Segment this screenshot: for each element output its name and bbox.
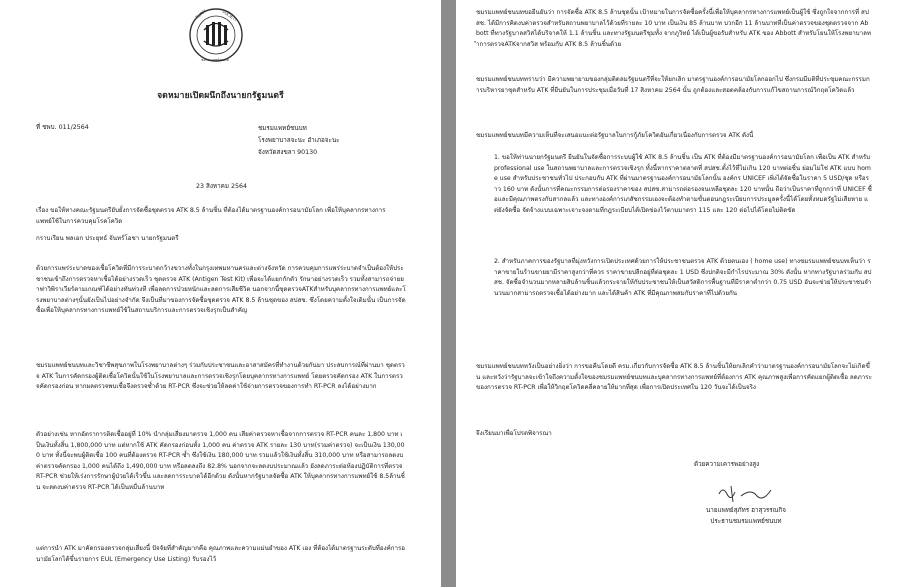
body-paragraph: ตัวอย่างเช่น หากอัตราการติดเชื้ออยู่ที่ 10% นำกลุ่มเสี่ยงมาตรวจ 1,000 คน เสียค่าตรวจหาเชื้อจากการตรวจ RT-PCR คนละ 1,800 บาท เป็นเงินทั้งสิ้น 1,800,000 บาท แต่หากใช้ ATK คัดกรองก่อนทั้ง 1,000 คน ค่าตรวจ ATK รายละ 130 บาท(รวมค่าตรวจ) จะเป็นเงิน 130,000 บาท ทั้งนี้จะพบผู้ติดเชื้อ 100 คนที่ต้องตรวจ RT-PCR ซ้ำ ซึ่งใช้เงิน 180,000 บาท รวมแล้วใช้เงินทั้งสิ้น 310,000 บาท หรือสามารถลดงบค่าตรวจคัดกรอง 1,000 คนได้ถึง 1,490,000 บาท หรือลดลงถึง 82.8% นอกจากจะลดงบประมาณแล้ว ยังลดภาระต่อห้องปฏิบัติการที่ตรวจ RT-PCR ช่วยให้เร่งการรักษาผู้ป่วยได้เร็วขึ้น และลดการระบาดได้อีกด้วย ดังนั้นหากรัฐบาลจัดซื้อ ATK ให้บุคลากรทางการแพทย์ใช้ 8.5ล้านชิ้น จะลดงบค่าตรวจ RT-PCR ได้เป็นหมื่นล้านบาท <box>36 431 405 491</box>
letter-title: จดหมายเปิดผนึกถึงนายกรัฐมนตรี <box>157 91 284 101</box>
body-paragraph: แต่การนำ ATK มาคัดกรองตรวจกลุ่มเสี่ยงนี้ ปัจจัยที่สำคัญมากคือ คุณภาพและความแม่นยำของ ATK เอง ที่ต้องได้มาตรฐานระดับที่องค์การอนามัยโลกได้ขึ้นรายการ EUL (Emergency Use Listing) รับรองไว้ <box>36 545 406 563</box>
handwritten-signature-icon <box>711 480 781 506</box>
signer-position: ประธานชมรมแพทย์ชนบท <box>710 518 782 525</box>
letter-recipient: กราบเรียน พลเอก ประยุทธ์ จันทร์โอชา นายกรัฐมนตรี <box>36 235 179 242</box>
sender-address <box>258 123 340 159</box>
letter-page-2 <box>456 0 900 587</box>
body-paragraph: ชมรมแพทย์ชนบททราบว่า มีความพยายามของกลุ่มติดลมรัฐมนตรีที่จะให้ยกเลิก มาตรฐานองค์การอนามัยโลกออกไป ซึ่งกรมมีมติที่ประชุมคณะกรรมการบริหารยาชุดสำหรับ ATK ที่ยืนยันในการประชุมเมื่อวันที่ 17 สิงหาคม 2564 นั้น ถูกต้องและสอดคล้องกับการแก้ไขสถานการณ์วิกฤตโควิดแล้ว <box>476 76 870 94</box>
signer-name: นายแพทย์สุภัทร ฮาสุวรรณกิจ <box>706 507 786 514</box>
svg-text:ชมรมแพทย์ชนบท: ชมรมแพทย์ชนบท <box>201 58 229 62</box>
sender-line-2: โรงพยาบาลจะนะ อำเภอจะนะ <box>258 137 340 144</box>
closing-salutation: ด้วยความเคารพอย่างสูง <box>694 461 760 468</box>
body-paragraph: ชมรมแพทย์ชนบทหวังเป็นอย่างยิ่งว่า การขอคืนโดยดี ครม.เกี่ยวกับการจัดซื้อ ATK 8.5 ล้านชิ้นให้ยกเลิกคำว่ามาตรฐานองค์การอนามัยโลกจะไม่เกิดขึ้น และหวังว่ารัฐบาลจะเข้าใจถึงความตั้งใจของชมรมแพทย์ชนบทและบุคลากรทางการแพทย์ที่ต้องการ ATK คุณภาพสูงเพื่อการคัดแยกผู้ติดเชื้อ ลดภาระของการตรวจ RT-PCR เพื่อให้วิกฤตโควิดคลี่คลายให้มากที่สุด เพื่อการเปิดประเทศใน 120 วันจะได้เป็นจริง <box>476 363 872 392</box>
closing-request: จึงเรียนมาเพื่อโปรดพิจารณา <box>476 430 552 437</box>
page-gap <box>441 0 456 587</box>
body-paragraph: ด้วยการแพร่ระบาดของเชื้อโควิดที่มีการระบาดกว้างขวางทั้งในกรุงเทพมหานครและต่างจังหวัด การควบคุมการแพร่ระบาดจำเป็นต้องให้ประชาชนเข้าถึงการตรวจหาเชื้อได้อย่างรวดเร็ว ชุดตรวจ ATK (Antigen Test Kit) เพื่อจะได้แยกกักตัว รักษาอย่างรวดเร็ว รวมทั้งสามารถจ่ายยาฟาวิพิราเวียร์ตามเกณฑ์ได้อย่างทันท่วงที เพื่อลดการป่วยหนักและลดการเสียชีวิต นอกจากนี้ชุดตรวจATKสำหรับบุคลากรทางการแพทย์และโรงพยาบาลต่างๆนั้นยังเป็นไปอย่างจำกัด จึงเป็นที่มาของการจัดซื้อชุดตรวจ ATK 8.5 ล้านชุดของ สปสช. ซึ่งโดยความตั้งใจเดิมนั้น เป็นการจัดซื้อเพื่อให้บุคลากรทางการแพทย์ใช้ในสถานบริการและการตรวจเชิงรุกเป็นสำคัญ <box>36 265 406 315</box>
rural-doctor-society-seal-icon <box>188 5 244 65</box>
recommendation-1: 1. ขอให้ท่านนายกรัฐมนตรี ยืนยันในจัดซื้อการระบบผู้ใช้ ATK 8.5 ล้านชิ้น เป็น ATK ที่ต้องมีมาตรฐานองค์การอนามัยโลก เพื่อเป็น ATK สำหรับ professional use ในสถานพยาบาลและการตรวจเชิงรุก ทั้งนี้หากราคาตลาดที่ สปสช.ตั้งไว้ที่ไม่เกิน 120 บาทต่อชิ้น ย่อมไม่ใช่ ATK แบบ home use สำหรับประชาชนทั่วไป ประกอบกับ ATK ที่ผ่านมาตรฐานองค์การอนามัยโลกนั้น องค์กร UNICEF เพิ่งได้จัดซื้อในราคา 5 USD/ชุด หรือราว 160 บาท ดังนั้นการที่คณะกรรมการต่อรองราคาของ สปสช.สามารถต่อรองจนเหลือชุดละ 120 บาทนั้น ถือว่าเป็นราคาที่ถูกกว่าที่ UNICEF ซื้อและมีคุณภาพตรงกับสากลแล้ว และทางองค์การเภสัชกรรมเองจะต้องทำตามขั้นตอนกฎระเบียบการประมูลครั้งนี้ได้โดยทั้งหมดรัฐไม่เสียหาย แต่ยังจัดซื้อ จัดจ้างแบบเฉพาะเจาะจงตามที่กฎระเบียบได้เปิดช่องไว้ตามมาตรา 115 และ 120 ต่อไปได้โดยไม่ติดขัด <box>494 154 872 214</box>
svg-text:RURAL: RURAL <box>194 7 208 20</box>
recommendation-2: 2. สำหรับภาคการของรัฐบาลที่มุ่งหวังการเปิดประเทศด้วยการให้ประชาชนตรวจ ATK ด้วยตนเอง ( home use) ทางชมรมแพทย์ชนบทเห็นว่า ราคาขายในร้านขายยามีราคาสูงกว่าที่ควร ราคาขายปลีกอยู่ที่ต่อชุดละ 1 USD ซึ่งปกติจะมีกำไรประมาณ 30% ดังนั้น หากทางรัฐบาลร่วมกับ สปสช. จัดซื้อจำนวนมากหลายสิบล้านชิ้นแล้วกระจายให้กับประชาชนให้เป็นสวัสดิการพื้นฐานที่มีราคาต่ำกว่า 0.75 USD อันจะช่วยให้ประชาชนจำนวนมากสามารถตรวจเชื้อได้อย่างมาก และได้สินค้า ATK ที่มีคุณภาพสมกับราคาที่ไปด้วยกัน <box>494 258 872 297</box>
reference-number: ที่ ชพบ. 011/2564 <box>36 124 89 131</box>
letter-page-1 <box>0 0 441 587</box>
sender-line-3: จังหวัดสงขลา 90130 <box>258 149 318 156</box>
body-paragraph: ชมรมแพทย์ชนบทขอยืนยันว่า การจัดซื้อ ATK 8.5 ล้านชุดนั้น เป้าหมายในการจัดซื้อครั้งนี้เพื่อให้บุคลากรทางการแพทย์เป็นผู้ใช้ ซึ่งถูกใจจากการที่ สปสช. ได้มีการคิดงบค่าตรวจสำหรับสถานพยาบาลไว้ด้วยที่รายละ 10 บาท เป็นเงิน 85 ล้านบาท บวกอีก 11 ล้านบาทที่เป็นค่าตรวจของชุดตรวจจาก Abbott ที่ทางรัฐบาลสวิสได้บริจาคให้ 1.1 ล้านชิ้น และทางรัฐมนตรีชุมทั้ง จากภูวิทย์ ได้เป็นผู้ขอรับสำหรับ ATK ของ Abbott สำหรับโยนให้โรงพยาบาลทำการตรวจATKจากสวิส พร้อมกับ ATK 8.5 ล้านชิ้นด้วย <box>476 9 871 48</box>
signer-block <box>686 505 806 527</box>
body-paragraph: ชมรมแพทย์ชนบทและวิชาชีพสุขภาพในโรงพยาบาลต่างๆ ร่วมกับประชาชนและอาสาสมัครที่ทำงานด้วยกันมา ประสบการณ์ที่ผ่านมา ชุดตรวจ ATK ในการคัดกรองผู้ติดเชื้อโควิดนั้นใช้ในโรงพยาบาลและการตรวจเชิงรุกโดยบุคลากรทางการแพทย์ โดยตรวจคัดกรอง ATK ในการตรวจคัดกรองก่อน หากผลตรวจพบเชื้อจึงตรวจซ้ำด้วย RT-PCR ซึ่งจะช่วยให้ลดค่าใช้จ่ายการตรวจของการทำ RT-PCR ลงได้อย่างมาก <box>36 362 405 391</box>
svg-text:SOCIETY: SOCIETY <box>221 8 239 23</box>
letter-date: 23 สิงหาคม 2564 <box>196 183 248 190</box>
sender-line-1: ชมรมแพทย์ชนบท <box>258 125 307 132</box>
letter-subject: เรื่อง ขอให้ทางคณะรัฐมนตรียับยั้งการจัดซื้อชุดตรวจ ATK 8.5 ล้านชิ้น ที่ต้องได้มาตรฐานองค์การอนามัยโลก เพื่อให้บุคลากรทางการแพทย์ใช้ในการควบคุมโรคโควิด <box>36 207 386 225</box>
body-paragraph: ชมรมแพทย์ชนบทมีความเห็นที่จะเสนอแนะต่อรัฐบาลในการกู้ภัยโควิดอันเกี่ยวเนื่องกับการตรวจ ATK ดังนี้ <box>476 132 754 139</box>
